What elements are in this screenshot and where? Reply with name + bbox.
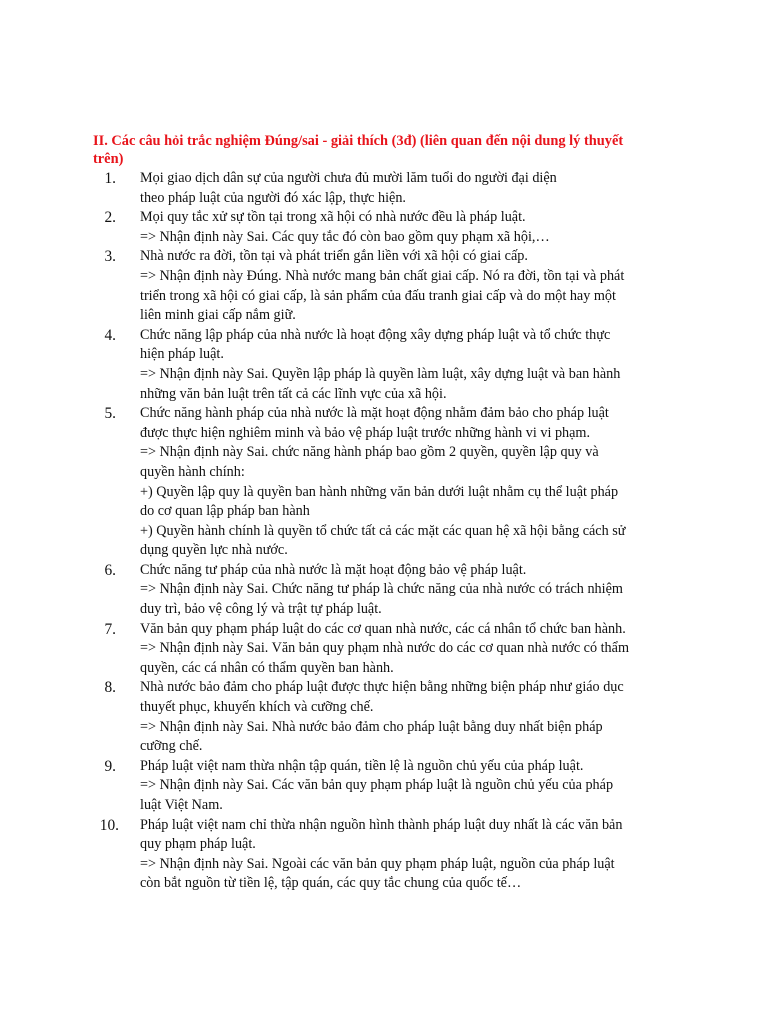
question-text: Chức năng lập pháp của nhà nước là hoạt động xây dựng pháp luật và tổ chức thực <box>140 326 611 343</box>
question-list <box>93 169 673 894</box>
question-text: Mọi giao dịch dân sự của người chưa đủ mười lăm tuổi do người đại diện <box>140 170 557 186</box>
section-heading-line: trên) <box>93 151 124 167</box>
question-text: Pháp luật việt nam thừa nhận tập quán, tiền lệ là nguồn chủ yếu của pháp luật. <box>140 757 584 774</box>
question-text-line: quyền hành chính: <box>140 463 245 480</box>
question-text-line: được thực hiện nghiêm minh và bảo vệ pháp luật trước những hành vi vi phạm. <box>140 424 591 441</box>
question-text-line: dụng quyền lực nhà nước. <box>140 542 288 559</box>
question-item <box>93 247 673 325</box>
question-text: Chức năng hành pháp của nhà nước là mặt hoạt động nhằm đảm bảo cho pháp luật <box>140 405 609 422</box>
question-item <box>93 561 673 620</box>
question-text-line: quy phạm pháp luật. <box>140 836 256 853</box>
question-text-line: +) Quyền hành chính là quyền tổ chức tất cả các mặt các quan hệ xã hội bằng cách sử <box>140 522 626 539</box>
question-text-line: => Nhận định này Sai. Các văn bản quy phạm pháp luật là nguồn chủ yếu của pháp <box>140 777 614 794</box>
question-text-line: liên minh giai cấp nắm giữ. <box>140 307 296 324</box>
question-item <box>93 816 673 894</box>
question-text-line: => Nhận định này Đúng. Nhà nước mang bản chất giai cấp. Nó ra đời, tồn tại và phát <box>140 267 625 284</box>
question-text-line: quyền, các cá nhân có thẩm quyền ban hành. <box>140 659 394 676</box>
question-text-line: +) Quyền lập quy là quyền ban hành những văn bản dưới luật nhằm cụ thể luật pháp <box>140 483 619 500</box>
section-heading-line: II. Các câu hỏi trắc nghiệm Đúng/sai - giải thích (3đ) (liên quan đến nội dung lý thuyết <box>93 133 624 149</box>
question-number: 3. <box>104 248 116 266</box>
question-text-line: còn bắt nguồn từ tiền lệ, tập quán, các quy tắc chung của quốc tế… <box>140 875 522 892</box>
question-text-line: => Nhận định này Sai. Nhà nước bảo đảm cho pháp luật bằng duy nhất biện pháp <box>140 718 603 735</box>
question-item <box>93 404 673 561</box>
question-number: 5. <box>104 405 116 423</box>
question-number: 9. <box>104 757 116 775</box>
question-number: 6. <box>104 561 116 579</box>
question-text: Nhà nước ra đời, tồn tại và phát triển gắn liền với xã hội có giai cấp. <box>140 248 528 265</box>
question-text-line: do cơ quan lập pháp ban hành <box>140 503 310 520</box>
question-item <box>93 208 673 247</box>
question-text: Pháp luật việt nam chỉ thừa nhận nguồn hình thành pháp luật duy nhất là các văn bản <box>140 816 623 833</box>
question-text-line: triển trong xã hội có giai cấp, là sản phẩm của đấu tranh giai cấp và do một hay một <box>140 287 616 304</box>
question-text-line: => Nhận định này Sai. Quyền lập pháp là quyền làm luật, xây dựng luật và ban hành <box>140 365 621 382</box>
question-text-line: duy trì, bảo vệ công lý và trật tự pháp luật. <box>140 601 382 618</box>
document-page <box>93 132 673 894</box>
question-item <box>93 678 673 756</box>
question-text-line: hiện pháp luật. <box>140 346 224 363</box>
question-text-line: những văn bản luật trên tất cả các lĩnh vực của xã hội. <box>140 385 447 402</box>
question-text-line: theo pháp luật của người đó xác lập, thực hiện. <box>140 189 406 206</box>
question-text: Chức năng tư pháp của nhà nước là mặt hoạt động bảo vệ pháp luật. <box>140 561 527 578</box>
question-item <box>93 757 673 816</box>
question-text-line: => Nhận định này Sai. Văn bản quy phạm nhà nước do các cơ quan nhà nước có thẩm <box>140 640 629 657</box>
question-number: 7. <box>104 620 116 638</box>
question-number: 2. <box>104 209 116 227</box>
question-item <box>93 169 673 208</box>
question-number: 10. <box>99 816 119 834</box>
question-text-line: thuyết phục, khuyến khích và cưỡng chế. <box>140 699 374 716</box>
question-text-line: => Nhận định này Sai. chức năng hành pháp bao gồm 2 quyền, quyền lập quy và <box>140 444 599 461</box>
question-text-line: cưỡng chế. <box>140 738 203 755</box>
question-text-line: => Nhận định này Sai. Các quy tắc đó còn bao gồm quy phạm xã hội,… <box>140 228 550 245</box>
question-text: Văn bản quy phạm pháp luật do các cơ quan nhà nước, các cá nhân tổ chức ban hành. <box>140 620 626 637</box>
question-text-line: => Nhận định này Sai. Chức năng tư pháp là chức năng của nhà nước có trách nhiệm <box>140 581 623 598</box>
question-text: Mọi quy tắc xử sự tồn tại trong xã hội có nhà nước đều là pháp luật. <box>140 209 526 226</box>
question-text-line: luật Việt Nam. <box>140 797 223 813</box>
section-heading <box>93 132 673 168</box>
question-item <box>93 620 673 679</box>
question-text-line: => Nhận định này Sai. Ngoài các văn bản quy phạm pháp luật, nguồn của pháp luật <box>140 855 615 872</box>
question-text: Nhà nước bảo đảm cho pháp luật được thực hiện bằng những biện pháp như giáo dục <box>140 679 624 696</box>
question-number: 8. <box>104 679 116 697</box>
question-number: 1. <box>104 170 116 187</box>
question-number: 4. <box>104 326 116 344</box>
question-item <box>93 326 673 404</box>
